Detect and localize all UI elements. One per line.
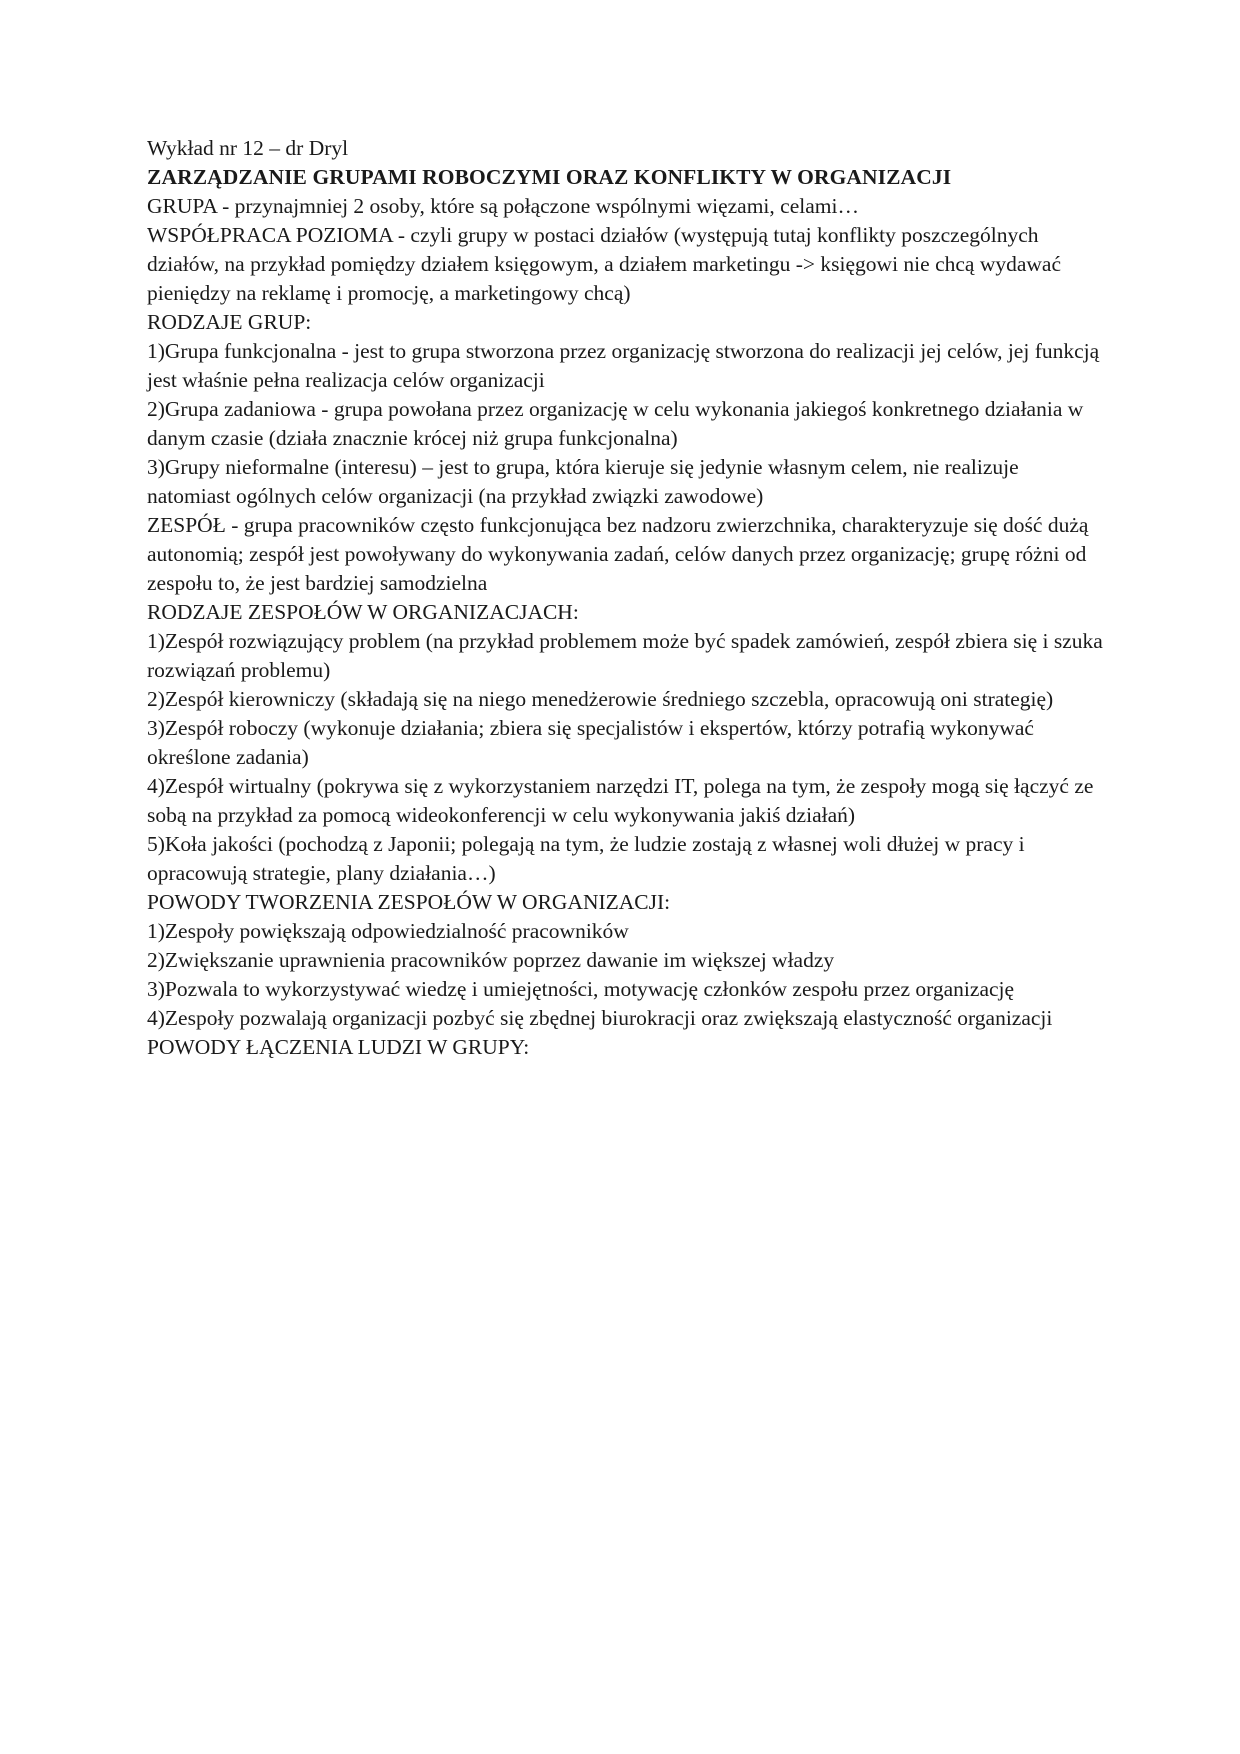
lecture-header: Wykład nr 12 – dr Dryl bbox=[147, 136, 349, 160]
document-title: ZARZĄDZANIE GRUPAMI ROBOCZYMI ORAZ KONFLIKTY W ORGANIZACJI bbox=[147, 165, 952, 189]
list-item: 2)Zespół kierowniczy (składają się na niego menedżerowie średniego szczebla, opracowują oni strategię) bbox=[147, 687, 1054, 711]
powody-tworzenia-heading: POWODY TWORZENIA ZESPOŁÓW W ORGANIZACJI: bbox=[147, 890, 671, 914]
list-item: 5)Koła jakości (pochodzą z Japonii; polegają na tym, że ludzie zostają z własnej woli dłużej w pracy i opracowują strategie, plany działania…) bbox=[147, 832, 1025, 885]
list-item: 4)Zespół wirtualny (pokrywa się z wykorzystaniem narzędzi IT, polega na tym, że zespoły mogą się łączyć ze sobą na przykład za pomocą wideokonferencji w celu wykonywania jakiś działań) bbox=[147, 774, 1094, 827]
list-item: 2)Zwiększanie uprawnienia pracowników poprzez dawanie im większej władzy bbox=[147, 948, 835, 972]
list-item: 1)Zespół rozwiązujący problem (na przykład problemem może być spadek zamówień, zespół zbiera się i szuka rozwiązań problemu) bbox=[147, 629, 1103, 682]
list-item: 3)Grupy nieformalne (interesu) – jest to grupa, która kieruje się jedynie własnym celem, nie realizuje natomiast ogólnych celów organizacji (na przykład związki zawodowe) bbox=[147, 455, 1019, 508]
powody-tworzenia-list bbox=[147, 917, 1107, 1033]
list-item: 1)Zespoły powiększają odpowiedzialność pracowników bbox=[147, 919, 629, 943]
list-item: 4)Zespoły pozwalają organizacji pozbyć się zbędnej biurokracji oraz zwiększają elastyczność organizacji bbox=[147, 1006, 1053, 1030]
list-item: 2)Grupa zadaniowa - grupa powołana przez organizację w celu wykonania jakiegoś konkretnego działania w danym czasie (działa znacznie krócej niż grupa funkcjonalna) bbox=[147, 397, 1084, 450]
zespol-definition: ZESPÓŁ - grupa pracowników często funkcjonująca bez nadzoru zwierzchnika, charakteryzuje się dość dużą autonomią; zespół jest powoływany do wykonywania zadań, celów danych przez organizację; grupę różni od zespołu to, że jest bardziej samodzielna bbox=[147, 513, 1089, 595]
grupa-definition: GRUPA - przynajmniej 2 osoby, które są połączone wspólnymi więzami, celami… bbox=[147, 194, 859, 218]
wspolpraca-pozioma: WSPÓŁPRACA POZIOMA - czyli grupy w postaci działów (występują tutaj konflikty poszczególnych działów, na przykład pomiędzy działem księgowym, a działem marketingu -> księgowi nie chcą wydawać pieniędzy na reklamę i promocję, a marketingowy chcą) bbox=[147, 223, 1062, 305]
document-page bbox=[147, 134, 1107, 1062]
list-item: 1)Grupa funkcjonalna - jest to grupa stworzona przez organizację stworzona do realizacji jej celów, jej funkcją jest właśnie pełna realizacja celów organizacji bbox=[147, 339, 1100, 392]
list-item: 3)Zespół roboczy (wykonuje działania; zbiera się specjalistów i ekspertów, którzy potrafią wykonywać określone zadania) bbox=[147, 716, 1034, 769]
rodzaje-zespolow-list bbox=[147, 627, 1107, 888]
rodzaje-zespolow-heading: RODZAJE ZESPOŁÓW W ORGANIZACJACH: bbox=[147, 600, 579, 624]
rodzaje-grup-heading: RODZAJE GRUP: bbox=[147, 310, 312, 334]
list-item: 3)Pozwala to wykorzystywać wiedzę i umiejętności, motywację członków zespołu przez organizację bbox=[147, 977, 1015, 1001]
rodzaje-grup-list bbox=[147, 337, 1107, 511]
powody-laczenia-heading: POWODY ŁĄCZENIA LUDZI W GRUPY: bbox=[147, 1035, 530, 1059]
